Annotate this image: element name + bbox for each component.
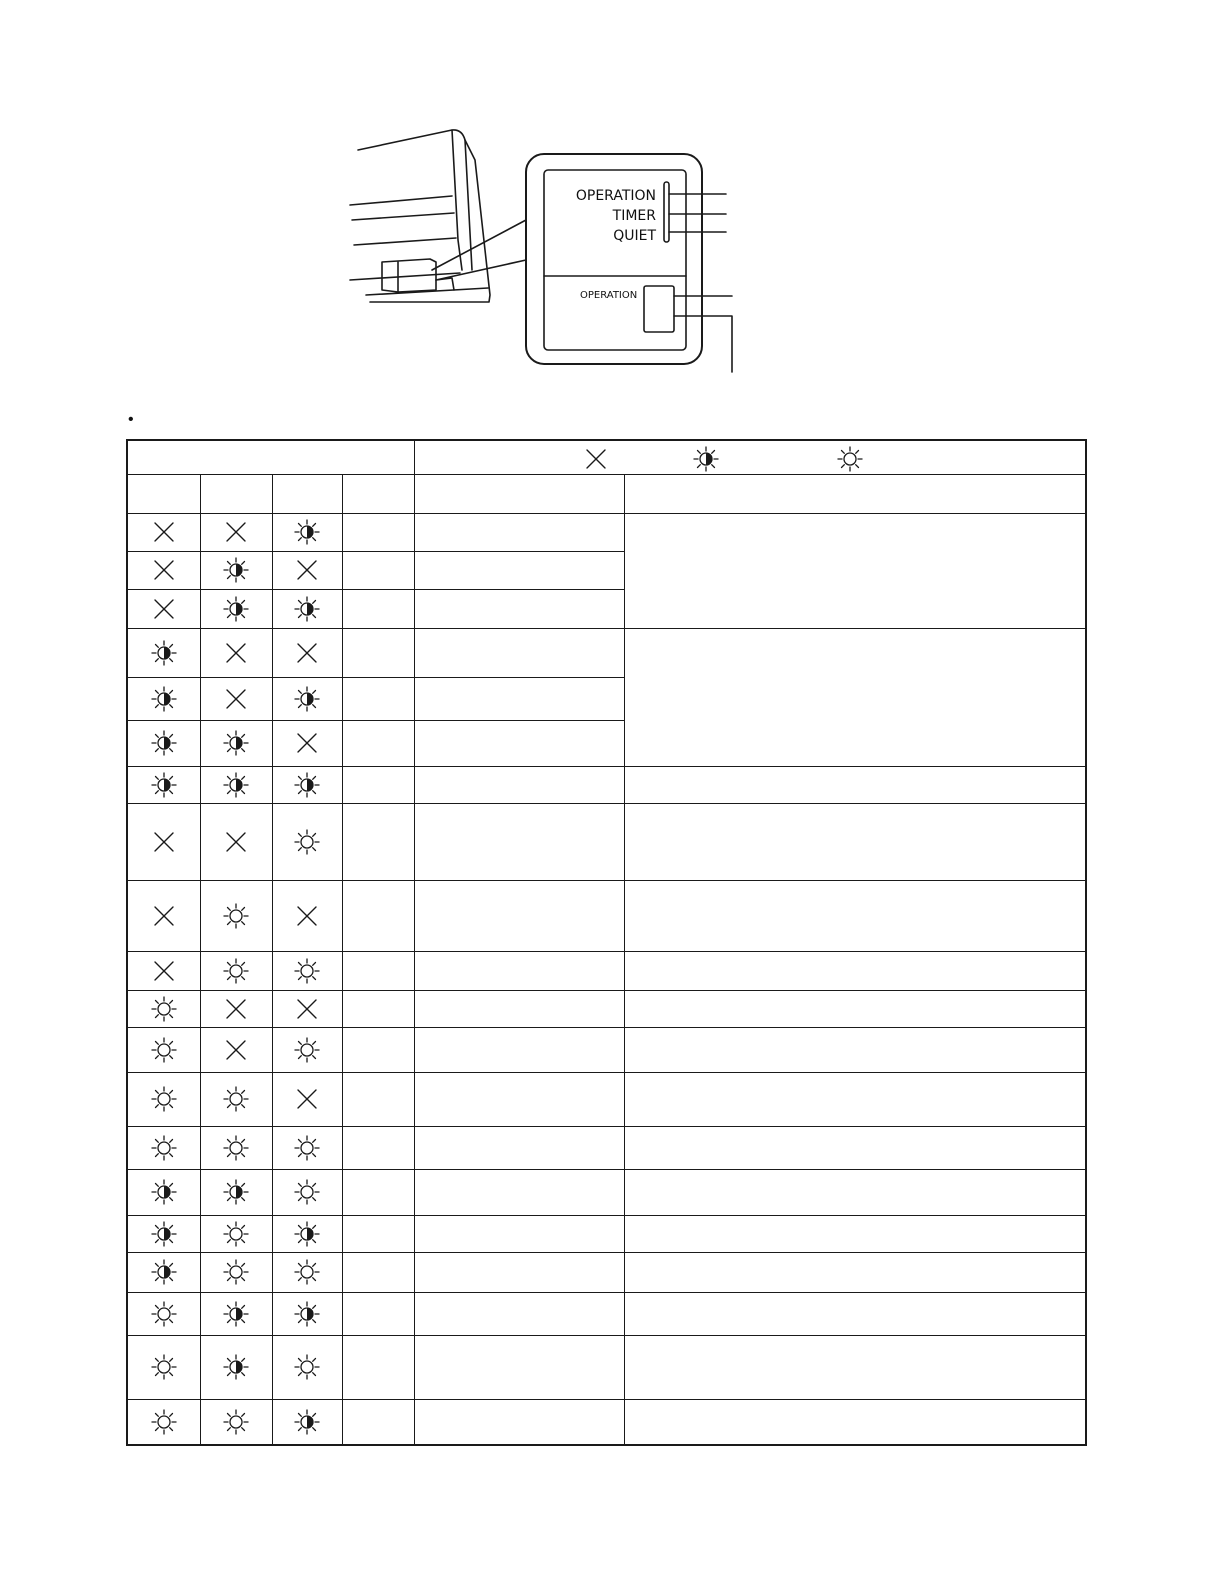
- indicator-cell: [272, 803, 342, 880]
- blinking-icon: [149, 1219, 179, 1249]
- condition-cell: [414, 1126, 624, 1169]
- indicator-cell: [272, 1335, 342, 1399]
- indicator-cell: [127, 513, 200, 551]
- blinking-icon: [149, 638, 179, 668]
- description-cell: [624, 1335, 1086, 1399]
- indicator-cell: [272, 589, 342, 628]
- table-row: [127, 628, 1086, 677]
- indicator-cell: [272, 720, 342, 766]
- on-icon: [292, 1035, 322, 1065]
- indicator-cell: [127, 880, 200, 951]
- off-icon: [581, 444, 611, 474]
- off-icon: [149, 901, 179, 931]
- on-icon: [221, 1084, 251, 1114]
- indicator-cell: [127, 1169, 200, 1215]
- indicator-cell: [200, 628, 272, 677]
- condition-cell: [414, 720, 624, 766]
- subheader-cell: [414, 474, 624, 513]
- table-row: [127, 1072, 1086, 1126]
- table-row: [127, 1215, 1086, 1252]
- code-cell: [342, 551, 414, 589]
- condition-cell: [414, 628, 624, 677]
- off-icon: [221, 1035, 251, 1065]
- indicator-cell: [200, 1292, 272, 1335]
- indoor-unit-illustration: [340, 120, 760, 380]
- indicator-cell: [127, 1215, 200, 1252]
- description-cell: [624, 1126, 1086, 1169]
- condition-cell: [414, 589, 624, 628]
- condition-cell: [414, 990, 624, 1027]
- blinking-icon: [292, 1299, 322, 1329]
- table-row: [127, 951, 1086, 990]
- description-cell: [624, 1027, 1086, 1072]
- indicator-cell: [200, 803, 272, 880]
- description-cell: [624, 513, 1086, 628]
- indicator-cell: [200, 1169, 272, 1215]
- subheader-cell: [200, 474, 272, 513]
- on-icon: [221, 1257, 251, 1287]
- on-icon: [292, 1133, 322, 1163]
- indicator-cell: [127, 990, 200, 1027]
- panel-button-label: OPERATION: [580, 290, 638, 301]
- indicator-cell: [127, 1027, 200, 1072]
- indicator-cell: [272, 1169, 342, 1215]
- on-icon: [149, 1299, 179, 1329]
- blinking-icon: [221, 728, 251, 758]
- indicator-cell: [272, 1027, 342, 1072]
- table-row: [127, 766, 1086, 803]
- code-cell: [342, 1292, 414, 1335]
- on-icon: [221, 1219, 251, 1249]
- blinking-icon: [292, 684, 322, 714]
- condition-cell: [414, 513, 624, 551]
- indicator-cell: [200, 1027, 272, 1072]
- code-cell: [342, 1252, 414, 1292]
- indicator-cell: [272, 677, 342, 720]
- blinking-icon: [292, 1407, 322, 1437]
- indicator-cell: [272, 766, 342, 803]
- table-row: [127, 1399, 1086, 1445]
- code-cell: [342, 677, 414, 720]
- subheader-cell: [127, 474, 200, 513]
- on-icon: [292, 956, 322, 986]
- on-icon: [292, 1257, 322, 1287]
- table-row: [127, 513, 1086, 551]
- description-cell: [624, 628, 1086, 766]
- condition-cell: [414, 1072, 624, 1126]
- table-row: [127, 1335, 1086, 1399]
- on-icon: [149, 1035, 179, 1065]
- code-cell: [342, 803, 414, 880]
- off-icon: [292, 901, 322, 931]
- blinking-icon: [292, 594, 322, 624]
- indicator-cell: [127, 951, 200, 990]
- subheader-cell: [342, 474, 414, 513]
- indicator-cell: [272, 1072, 342, 1126]
- condition-cell: [414, 951, 624, 990]
- indicator-cell: [272, 513, 342, 551]
- blinking-icon: [221, 555, 251, 585]
- bullet-marker: •: [128, 411, 134, 428]
- condition-cell: [414, 880, 624, 951]
- indicator-cell: [127, 551, 200, 589]
- indicator-cell: [272, 1215, 342, 1252]
- condition-cell: [414, 766, 624, 803]
- description-cell: [624, 951, 1086, 990]
- on-icon: [149, 1407, 179, 1437]
- indicator-cell: [272, 990, 342, 1027]
- description-cell: [624, 766, 1086, 803]
- on-icon: [149, 994, 179, 1024]
- condition-cell: [414, 1399, 624, 1445]
- off-icon: [292, 728, 322, 758]
- indicator-cell: [127, 628, 200, 677]
- indicator-cell: [127, 720, 200, 766]
- indicator-cell: [272, 628, 342, 677]
- blinking-icon: [292, 1219, 322, 1249]
- indicator-cell: [272, 551, 342, 589]
- description-cell: [624, 1169, 1086, 1215]
- code-cell: [342, 589, 414, 628]
- table-row: [127, 1252, 1086, 1292]
- blinking-icon: [149, 684, 179, 714]
- condition-cell: [414, 1292, 624, 1335]
- on-icon: [221, 956, 251, 986]
- code-cell: [342, 766, 414, 803]
- blinking-icon: [149, 1177, 179, 1207]
- off-icon: [149, 555, 179, 585]
- code-cell: [342, 951, 414, 990]
- indicator-cell: [200, 1215, 272, 1252]
- on-icon: [292, 1352, 322, 1382]
- blinking-icon: [149, 1257, 179, 1287]
- code-cell: [342, 1335, 414, 1399]
- code-cell: [342, 513, 414, 551]
- code-cell: [342, 990, 414, 1027]
- description-cell: [624, 1292, 1086, 1335]
- indicator-cell: [200, 766, 272, 803]
- indicator-cell: [127, 1072, 200, 1126]
- table-row: [127, 990, 1086, 1027]
- indicator-cell: [127, 1335, 200, 1399]
- off-icon: [221, 638, 251, 668]
- off-icon: [292, 1084, 322, 1114]
- indicator-cell: [200, 1126, 272, 1169]
- blinking-icon: [149, 770, 179, 800]
- on-icon: [221, 1407, 251, 1437]
- indicator-cell: [200, 1399, 272, 1445]
- code-cell: [342, 1399, 414, 1445]
- off-icon: [221, 994, 251, 1024]
- panel-label-timer: TIMER: [612, 208, 656, 224]
- table-row: [127, 1292, 1086, 1335]
- off-icon: [149, 594, 179, 624]
- error-code-table: [126, 439, 1087, 1446]
- condition-cell: [414, 1335, 624, 1399]
- code-cell: [342, 1169, 414, 1215]
- code-cell: [342, 880, 414, 951]
- indicator-cell: [272, 1399, 342, 1445]
- off-icon: [221, 827, 251, 857]
- code-cell: [342, 628, 414, 677]
- indicator-cell: [127, 1399, 200, 1445]
- table-row: [127, 880, 1086, 951]
- indicator-cell: [127, 766, 200, 803]
- code-cell: [342, 1072, 414, 1126]
- on-icon: [221, 901, 251, 931]
- description-cell: [624, 1399, 1086, 1445]
- table-row: [127, 1126, 1086, 1169]
- off-icon: [221, 517, 251, 547]
- subheader-cell: [272, 474, 342, 513]
- indicator-cell: [200, 951, 272, 990]
- legend-cell: [414, 440, 1086, 474]
- indicator-cell: [200, 1252, 272, 1292]
- off-icon: [149, 517, 179, 547]
- indicator-cell: [200, 990, 272, 1027]
- table-row: [127, 1027, 1086, 1072]
- code-cell: [342, 720, 414, 766]
- blinking-icon: [149, 728, 179, 758]
- blinking-icon: [221, 1177, 251, 1207]
- subheader-row: [127, 474, 1086, 513]
- off-icon: [292, 638, 322, 668]
- on-icon: [292, 827, 322, 857]
- off-icon: [292, 555, 322, 585]
- indicator-cell: [200, 880, 272, 951]
- indicator-cell: [127, 1252, 200, 1292]
- indicator-cell: [272, 1126, 342, 1169]
- indicator-cell: [127, 1126, 200, 1169]
- off-icon: [221, 684, 251, 714]
- panel-label-operation: OPERATION: [575, 188, 656, 204]
- indicator-cell: [200, 551, 272, 589]
- on-icon: [149, 1084, 179, 1114]
- indicator-cell: [200, 589, 272, 628]
- condition-cell: [414, 551, 624, 589]
- on-icon: [221, 1133, 251, 1163]
- condition-cell: [414, 677, 624, 720]
- off-icon: [292, 994, 322, 1024]
- description-cell: [624, 1072, 1086, 1126]
- indicator-cell: [127, 803, 200, 880]
- description-cell: [624, 1252, 1086, 1292]
- blinking-icon: [221, 770, 251, 800]
- indicator-cell: [200, 1072, 272, 1126]
- off-icon: [149, 956, 179, 986]
- on-icon: [292, 1177, 322, 1207]
- code-cell: [342, 1215, 414, 1252]
- indicator-cell: [200, 720, 272, 766]
- indicator-cell: [272, 1292, 342, 1335]
- panel-label-quiet: QUIET: [613, 228, 656, 244]
- indicator-cell: [127, 1292, 200, 1335]
- on-icon: [835, 444, 865, 474]
- indicator-cell: [127, 589, 200, 628]
- condition-cell: [414, 1252, 624, 1292]
- condition-cell: [414, 1215, 624, 1252]
- indicator-cell: [127, 677, 200, 720]
- description-cell: [624, 990, 1086, 1027]
- on-icon: [149, 1133, 179, 1163]
- description-cell: [624, 803, 1086, 880]
- indicator-cell: [200, 677, 272, 720]
- header-indicator-cell: [127, 440, 414, 474]
- blinking-icon: [221, 594, 251, 624]
- description-cell: [624, 880, 1086, 951]
- blinking-icon: [292, 770, 322, 800]
- blinking-icon: [221, 1352, 251, 1382]
- indicator-cell: [200, 513, 272, 551]
- blinking-icon: [691, 444, 721, 474]
- condition-cell: [414, 1027, 624, 1072]
- indicator-cell: [200, 1335, 272, 1399]
- off-icon: [149, 827, 179, 857]
- on-icon: [149, 1352, 179, 1382]
- indicator-cell: [272, 880, 342, 951]
- blinking-icon: [221, 1299, 251, 1329]
- subheader-cell: [624, 474, 1086, 513]
- condition-cell: [414, 803, 624, 880]
- table-row: [127, 1169, 1086, 1215]
- condition-cell: [414, 1169, 624, 1215]
- header-row: [127, 440, 1086, 474]
- code-cell: [342, 1126, 414, 1169]
- description-cell: [624, 1215, 1086, 1252]
- blinking-icon: [292, 517, 322, 547]
- code-cell: [342, 1027, 414, 1072]
- table-row: [127, 803, 1086, 880]
- indicator-cell: [272, 1252, 342, 1292]
- indicator-cell: [272, 951, 342, 990]
